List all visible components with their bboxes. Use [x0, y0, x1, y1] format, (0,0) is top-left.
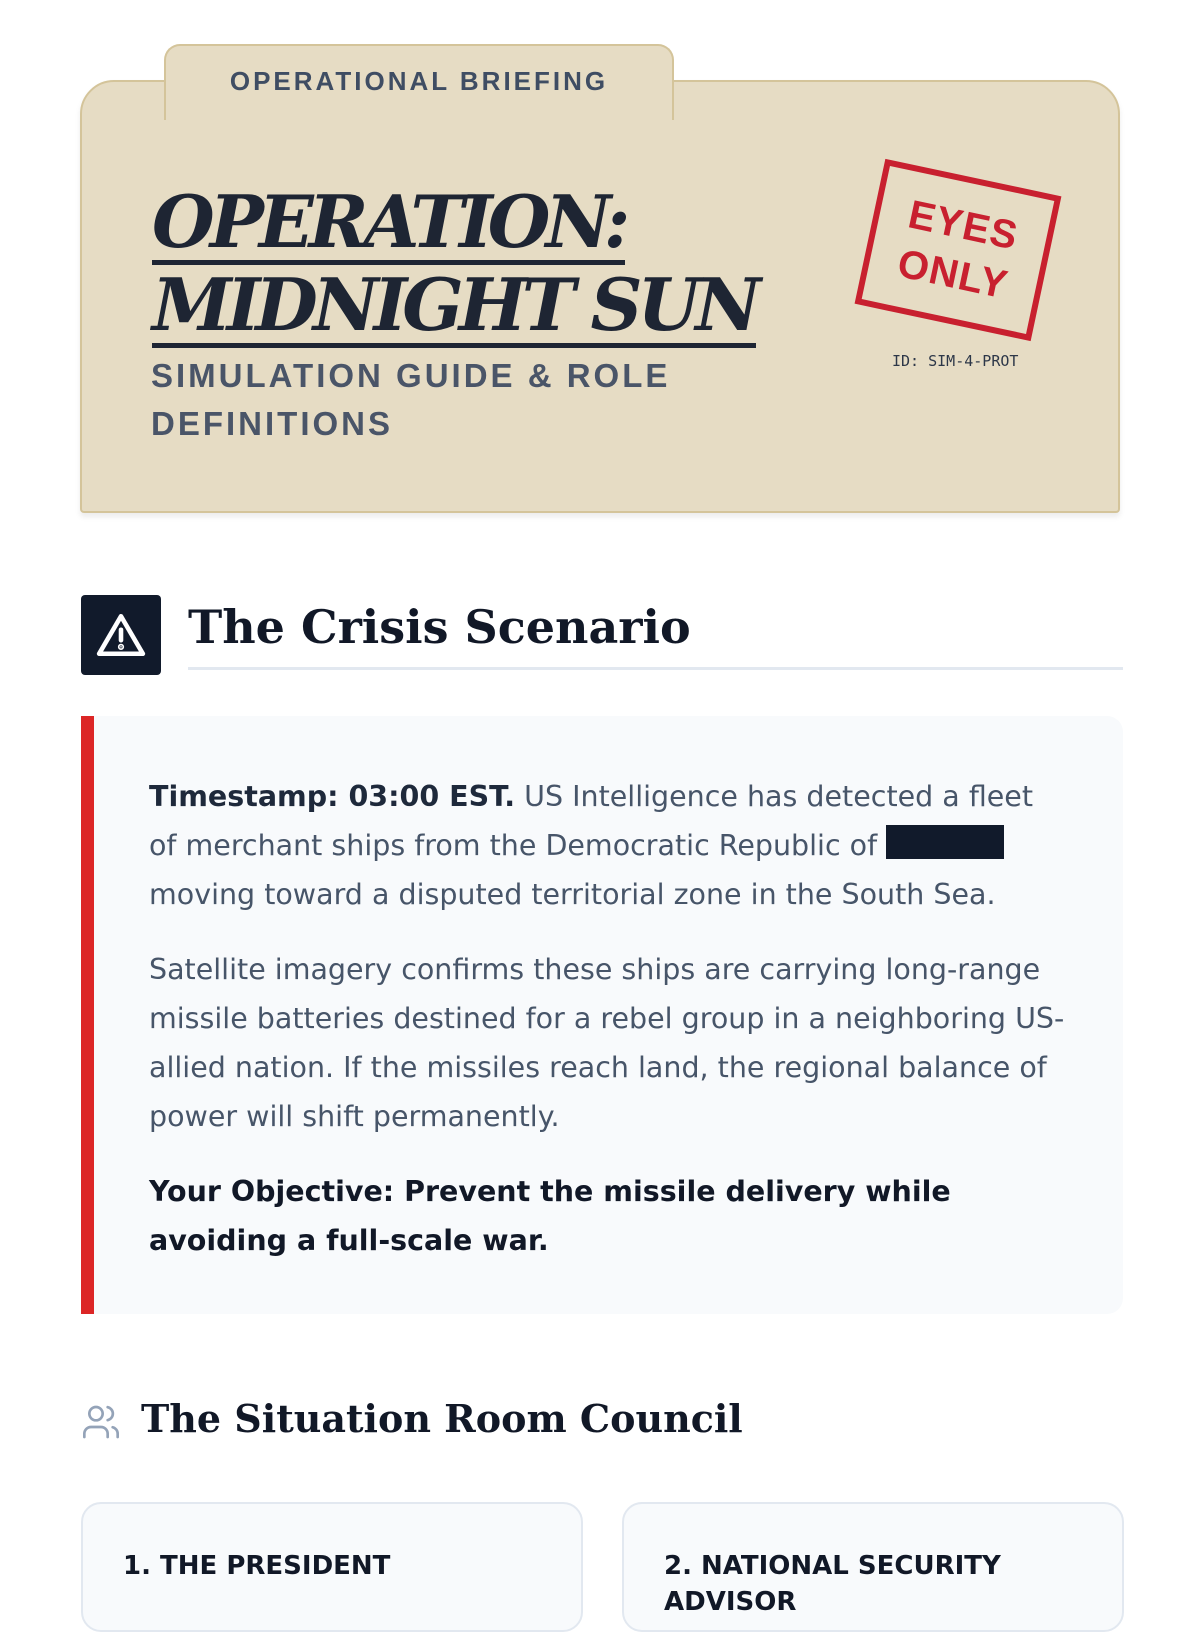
scenario-text-1b: moving toward a disputed territorial zone in the South Sea. — [149, 878, 996, 911]
role-card-label: 2. NATIONAL SECURITY ADVISOR — [664, 1551, 1001, 1617]
page-title-line-2: MIDNIGHT SUN — [152, 262, 757, 347]
folder-tab — [164, 44, 674, 120]
page-title — [152, 179, 757, 348]
role-card-national-security-advisor[interactable] — [622, 1502, 1124, 1632]
objective-text: Your Objective: Prevent the missile delivery while avoiding a full-scale war. — [149, 1175, 951, 1257]
scenario-paragraph-1 — [149, 772, 1069, 919]
stamp-line-1: EYES — [904, 192, 1022, 259]
role-card-president[interactable] — [81, 1502, 583, 1632]
crisis-section-title: The Crisis Scenario — [188, 600, 691, 654]
scenario-text-1a: US Intelligence has detected a fleet of merchant ships from the Democratic Republic of — [149, 780, 1034, 862]
scenario-paragraph-2: Satellite imagery confirms these ships are carrying long-range missile batteries destined for a rebel group in a neighboring US-allied nation. If the missiles reach land, the regional balance of power will shift permanently. — [149, 953, 1065, 1133]
section-divider — [188, 667, 1123, 670]
folder-tab-label: OPERATIONAL BRIEFING — [229, 66, 609, 96]
users-icon — [81, 1402, 121, 1442]
page-title-line-1: OPERATION: — [152, 179, 626, 264]
document-id: ID: SIM-4-PROT — [892, 352, 1019, 370]
scenario-card — [81, 716, 1123, 1314]
role-card-label: 1. THE PRESIDENT — [123, 1551, 391, 1581]
redacted-block — [886, 825, 1004, 859]
stamp-line-2: ONLY — [893, 241, 1012, 308]
timestamp-label: Timestamp: 03:00 EST. — [149, 780, 516, 813]
page-subtitle: SIMULATION GUIDE & ROLE DEFINITIONS — [151, 357, 671, 442]
council-section-title: The Situation Room Council — [141, 1396, 743, 1441]
warning-triangle-icon — [81, 595, 161, 675]
